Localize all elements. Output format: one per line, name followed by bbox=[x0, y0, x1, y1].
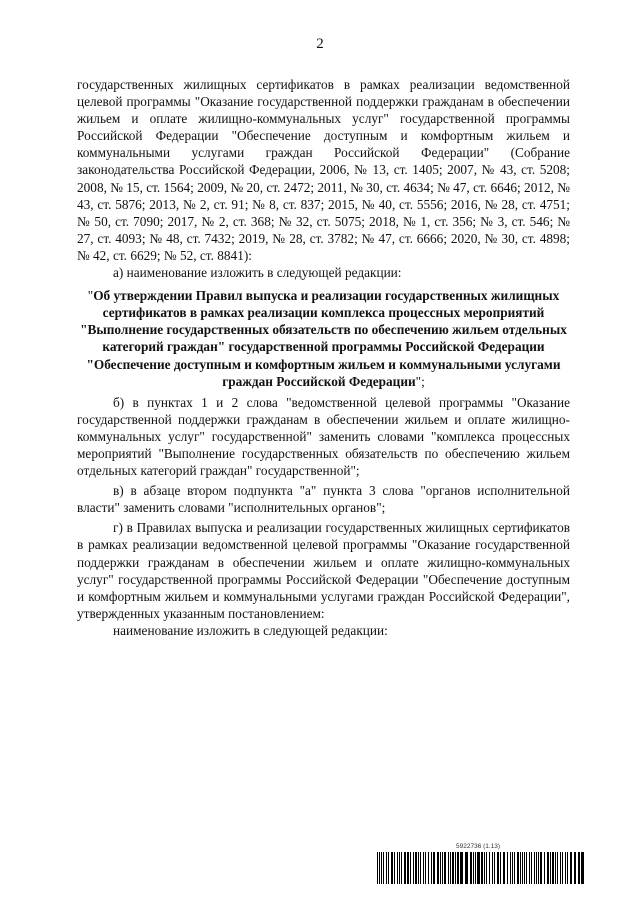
title-open-quote: " bbox=[87, 288, 94, 304]
barcode bbox=[377, 852, 586, 884]
document-title bbox=[77, 287, 570, 390]
item-a-paragraph: а) наименование изложить в следующей редакции: bbox=[113, 265, 402, 281]
rename-paragraph: наименование изложить в следующей редакции: bbox=[113, 622, 388, 638]
item-g-paragraph: г) в Правилах выпуска и реализации государственных жилищных сертификатов в рамках реализации ведомственной целевой программы "Оказание государственной поддержки гражданам в обеспечении жильем и оплате жилищно-коммунальных услуг" государственной программы Российской Федерации "Обеспечение доступным и комфортным жильем и коммунальными услугами граждан Российской Федерации", утвержденных указанным постановлением: bbox=[77, 520, 570, 621]
title-close-quote: "; bbox=[415, 373, 425, 389]
document-code: 5922736 (1.13) bbox=[456, 843, 501, 850]
title-text: Об утверждении Правил выпуска и реализации государственных жилищных сертификатов в рамках реализации комплекса процессных мероприятий "Выполнение государственных обязательств по обеспечению жильем отдельных категорий граждан" государственной программы Российской Федерации "Обеспечение доступным и комфортным жильем и коммунальными услугами граждан Российской Федерации bbox=[80, 288, 567, 389]
document-body bbox=[77, 76, 570, 639]
item-v-paragraph: в) в абзаце втором подпункта "а" пункта 3 слова "органов исполнительной власти" заменить словами "исполнительных органов"; bbox=[77, 483, 570, 516]
page-number: 2 bbox=[316, 36, 324, 52]
intro-paragraph: государственных жилищных сертификатов в рамках реализации ведомственной целевой программы "Оказание государственной поддержки гражданам в обеспечении жильем и оплате жилищно-коммунальных услуг" государственной программы Российской Федерации "Обеспечение доступным и комфортным жильем и коммунальными услугами граждан Российской Федерации" (Собрание законодательства Российской Федерации, 2006, № 13, ст. 1405; 2007, № 43, ст. 5208; 2008, № 15, ст. 1564; 2009, № 20, ст. 2472; 2011, № 30, ст. 4634; № 47, ст. 6646; 2012, № 43, ст. 5876; 2013, № 2, ст. 91; № 8, ст. 837; 2015, № 40, ст. 5556; 2016, № 28, ст. 4751; № 50, ст. 7090; 2017, № 2, ст. 368; № 32, ст. 5075; 2018, № 1, ст. 356; № 3, ст. 546; № 27, ст. 4093; № 48, ст. 7432; 2019, № 28, ст. 3782; № 47, ст. 6666; 2020, № 30, ст. 4898; № 42, ст. 6629; № 52, ст. 8841): bbox=[77, 77, 570, 263]
item-b-paragraph: б) в пунктах 1 и 2 слова "ведомственной целевой программы "Оказание государственной поддержки гражданам в обеспечении жильем и оплате жилищно-коммунальных услуг" государственной" заменить словами "комплекса процессных мероприятий "Выполнение государственных обязательств по обеспечению жильем отдельных категорий граждан" государственной"; bbox=[77, 394, 570, 479]
